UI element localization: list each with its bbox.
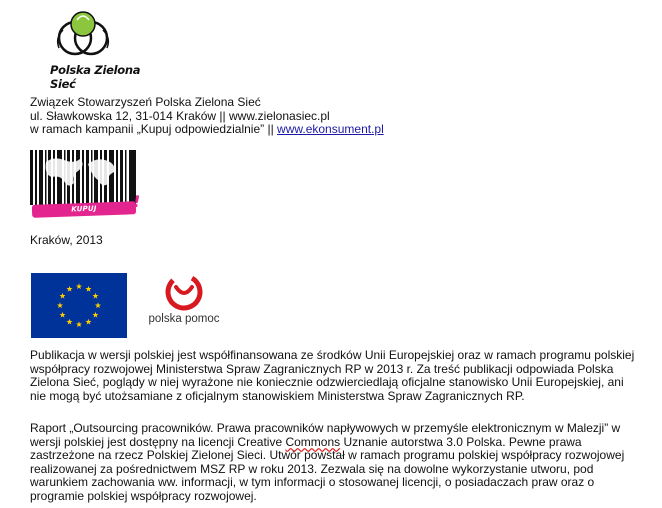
- kupuj-odpowiedzialnie-logo: [30, 150, 142, 228]
- eu-star-icon: [85, 319, 91, 325]
- paragraph-line: zastrzeżone na rzecz Polskiej Zielonej Sieci. Utwór powstał w ramach programu polskiej współpracy rozwojowej: [30, 448, 625, 462]
- eu-star-icon: [60, 293, 66, 299]
- eu-star-icon: [66, 319, 72, 325]
- paragraph-text: Uznanie autorstwa 3.0 Polska. Pewne prawa: [340, 434, 582, 449]
- paragraph-line: warunkiem zachowania ww. informacji, w tym informacji o stosowanej licencji, o posiadaczach praw oraz o: [30, 475, 595, 489]
- eu-star-icon: [76, 321, 82, 327]
- kupuj-odpowiedzialnie-label: KUPUJ ODPOWIEDZIALNIE: [32, 201, 136, 218]
- funding-paragraph: [30, 349, 634, 403]
- spellcheck-word: Commons: [285, 434, 341, 449]
- eu-star-icon: [92, 312, 98, 318]
- green-circles-icon: [53, 8, 113, 60]
- ekonsument-link[interactable]: www.ekonsument.pl: [277, 122, 384, 136]
- paragraph-line: Raport „Outsourcing pracowników. Prawa pracowników napływowych w przemyśle elektronicznym w Malezji” w: [30, 421, 621, 435]
- paragraph-line: nie mogą być utożsamiane z oficjalnym stanowiskiem Ministerstwa Spraw Zagranicznych RP.: [30, 388, 525, 403]
- campaign-line: [30, 123, 384, 137]
- eu-star-icon: [66, 286, 72, 292]
- org-address: ul. Sławkowska 12, 31-014 Kraków || www.zielonasiec.pl: [30, 108, 330, 123]
- paragraph-text: wersji polskiej jest dostępny na licencji Creative: [30, 434, 286, 449]
- place-and-date: Kraków, 2013: [30, 233, 103, 247]
- org-name: Związek Stowarzyszeń Polska Zielona Sieć: [30, 95, 261, 109]
- paragraph-line: współpracy rozwojowej Ministerstwa Spraw Zagranicznych RP w 2013 r. Za treść publikacji odpowiada Polska: [30, 361, 614, 376]
- license-paragraph: [30, 422, 624, 503]
- eu-star-icon: [95, 302, 101, 308]
- eu-flag-icon: [31, 273, 127, 338]
- eu-star-icon: [76, 283, 82, 289]
- paragraph-line: [30, 436, 624, 450]
- eu-star-icon: [85, 286, 91, 292]
- logo-text: Polska Zielona Sieć: [50, 63, 141, 91]
- paragraph-line: Zielona Sieć, poglądy w niej wyrażone nie koniecznie odzwierciedlają oficjalne stanowisko Unii Europejskiej, ani: [30, 375, 624, 389]
- polska-pomoc-logo: [143, 273, 225, 333]
- paragraph-line: Publikacja w wersji polskiej jest współfinansowana ze środków Unii Europejskiej oraz w ramach programu polskiej: [30, 348, 635, 362]
- barcode-icon: [30, 150, 142, 208]
- organization-address: [30, 96, 384, 137]
- eu-star-icon: [60, 312, 66, 318]
- paragraph-line: realizowanej za pośrednictwem MSZ RP w roku 2013. Zezwala się na dowolne wykorzystanie utworu, pod: [30, 461, 594, 476]
- polska-pomoc-icon: [143, 273, 225, 313]
- eu-stars-icon: [31, 273, 127, 338]
- eu-star-icon: [92, 293, 98, 299]
- polska-zielona-siec-logo: [50, 8, 150, 91]
- polska-pomoc-text: polska pomoc: [148, 313, 220, 325]
- paragraph-line: programie polskiej współpracy rozwojowej.: [30, 488, 257, 503]
- campaign-text: w ramach kampanii „Kupuj odpowiedzialnie” ||: [30, 122, 278, 136]
- eu-star-icon: [57, 302, 63, 308]
- exclamation-mark: !: [131, 191, 142, 212]
